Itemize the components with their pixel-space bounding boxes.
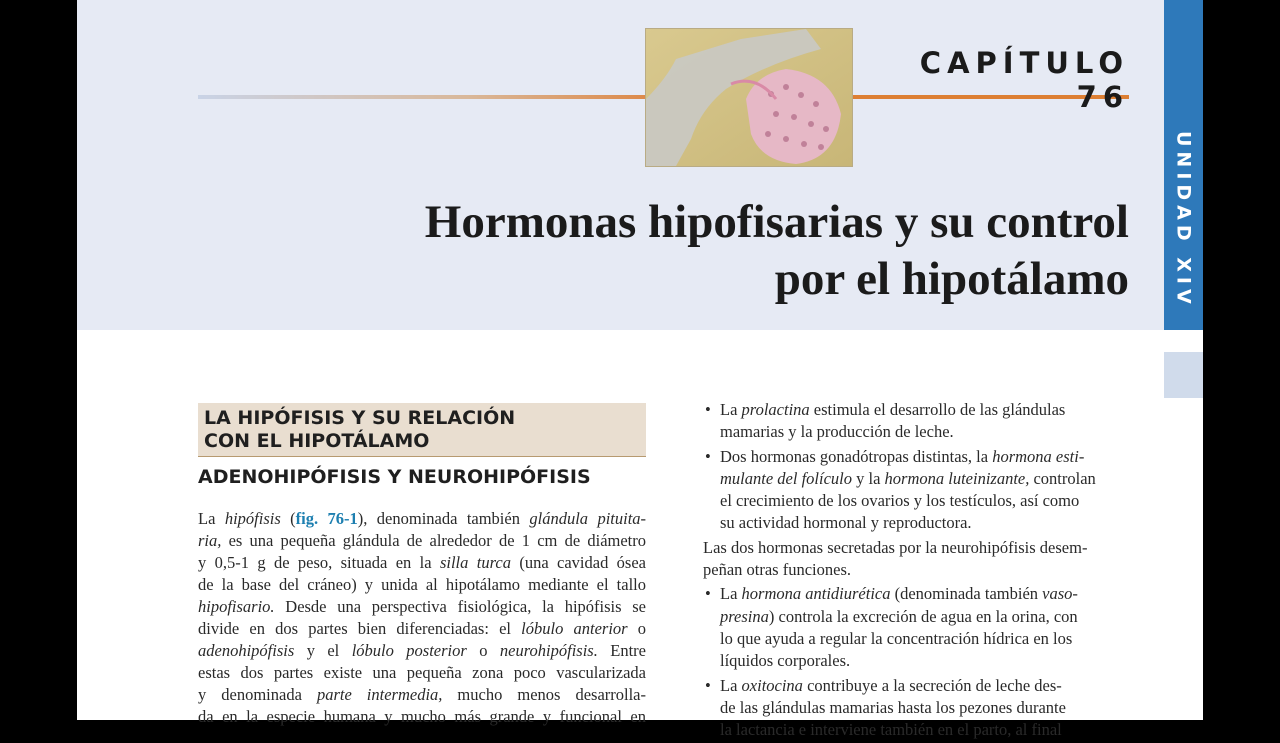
chapter-illustration bbox=[645, 28, 853, 167]
text-line: adenohipófisis y el lóbulo posterior o neurohipófisis. Entre bbox=[198, 641, 646, 660]
list-item: • La hormona antidiurética (denominada también vaso- presina) controla la excreción de agua en la orina, con lo que ayuda a regular la concentración hídrica en los líquidos corporales. bbox=[703, 583, 1129, 672]
text-line: y denominada parte intermedia, mucho menos desarrolla- bbox=[198, 685, 646, 704]
text-line: estas dos partes existe una pequeña zona poco vascularizada bbox=[198, 663, 646, 682]
text-line: La hipófisis (fig. 76-1), denominada también glándula pituita- bbox=[198, 509, 647, 528]
chapter-title-line: Hormonas hipofisarias y su control bbox=[424, 196, 1129, 248]
chapter-number: CAPÍTULO 76 bbox=[919, 46, 1129, 114]
list-item: • La oxitocina contribuye a la secreción de leche des- de las glándulas mamarias hasta los pezones durante la lactancia e interviene también en el parto, al final bbox=[703, 675, 1129, 742]
header-rule-left bbox=[198, 95, 646, 99]
figure-link[interactable]: fig. 76-1 bbox=[295, 509, 358, 528]
section-heading bbox=[198, 403, 646, 457]
list-item: • La prolactina estimula el desarrollo de las glándulas mamarias y la producción de leche. bbox=[703, 399, 1129, 444]
subheading: ADENOHIPÓFISIS Y NEUROHIPÓFISIS bbox=[198, 466, 591, 488]
text-line: y 0,5-1 g de peso, situada en la silla turca (una cavidad ósea bbox=[198, 553, 647, 572]
text-line: de la base del cráneo) y unida al hipotálamo mediante el tallo bbox=[198, 575, 646, 594]
text-line: ria, es una pequeña glándula de alrededor de 1 cm de diámetro bbox=[198, 531, 646, 550]
unit-tab-label: UNIDAD XIV bbox=[1172, 131, 1195, 309]
left-column bbox=[198, 403, 646, 728]
right-column bbox=[703, 399, 1129, 743]
text-line: divide en dos partes bien diferenciadas: el lóbulo anterior o bbox=[198, 619, 646, 638]
body-paragraph: Las dos hormonas secretadas por la neurohipófisis desem- peñan otras funciones. bbox=[703, 537, 1088, 580]
text-line: hipofisario. Desde una perspectiva fisiológica, la hipófisis se bbox=[198, 597, 646, 616]
book-page bbox=[77, 0, 1203, 740]
unit-tab bbox=[1164, 0, 1203, 330]
chapter-title-line: por el hipotálamo bbox=[774, 253, 1129, 305]
body-paragraph bbox=[198, 508, 646, 728]
chapter-title bbox=[377, 194, 1129, 308]
section-heading-line: CON EL HIPOTÁLAMO bbox=[204, 430, 430, 452]
unit-tab-marker bbox=[1164, 352, 1203, 398]
list-item: • Dos hormonas gonadótropas distintas, la hormona esti- mulante del folículo y la hormona luteinizante, controlan el crecimiento de los ovarios y los testículos, así como su actividad hormonal y reproductora. bbox=[703, 446, 1129, 535]
section-heading-line: LA HIPÓFISIS Y SU RELACIÓN bbox=[204, 407, 516, 429]
text-line: da en la especie humana y mucho más grande y funcional en bbox=[198, 707, 646, 726]
